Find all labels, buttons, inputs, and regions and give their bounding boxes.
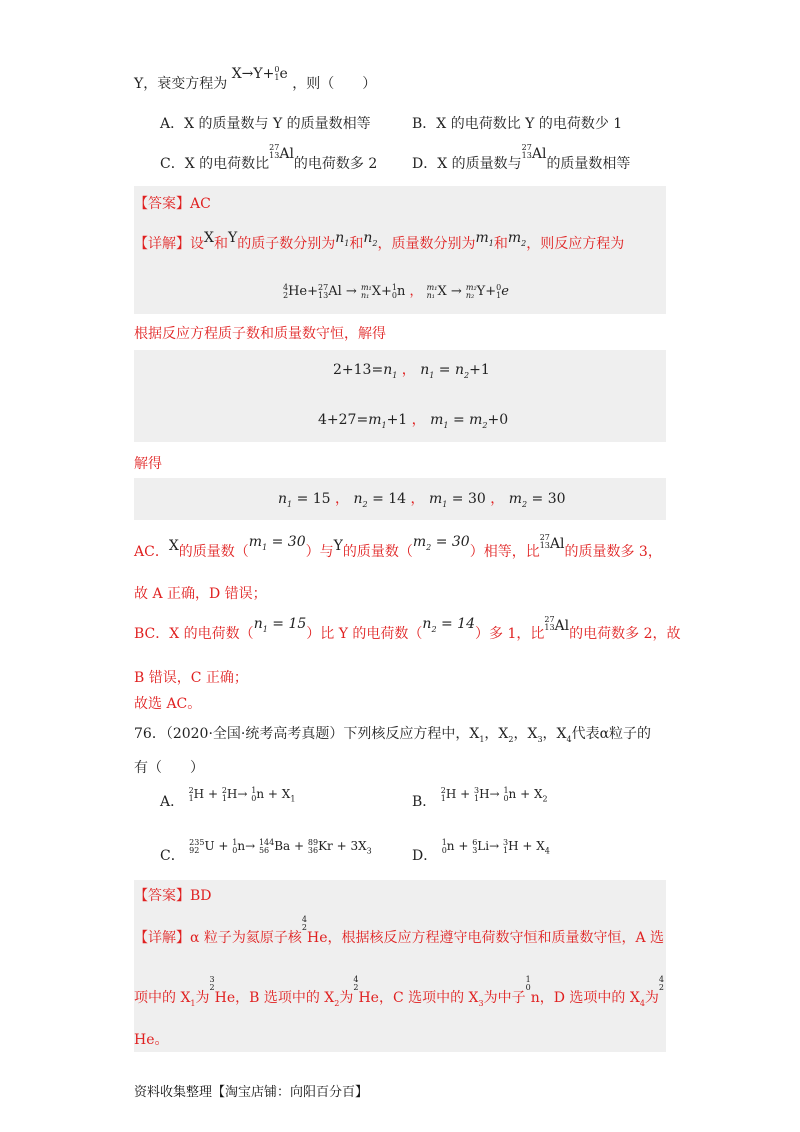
answer-75-line1: $2+13=n_1$ ， $n_1 = n_2+1$ [333, 362, 490, 380]
q76-option-c: C． 235 92 U + 1 0 n→ 144 56 Ba + 89 36 $Kr + 3X_3$ [160, 837, 372, 864]
answer-76-box [134, 880, 666, 1052]
q75-option-a: A．X 的质量数与 Y 的质量数相等 [160, 116, 371, 132]
q76-option-b: B． 2 1 H + 3 1 H→ 1 0 $n + X_2$ [412, 785, 548, 810]
q76-stem-line2: 有（ ） [134, 760, 204, 776]
q75-option-c: C．X 的电荷数比 27 13 Al的电荷数多 2 [160, 143, 378, 172]
answer-75-ac: AC．X的质量数$(m_1 = 30)$与Y的质量数$(m_2 = 30)$相等，比 27 13 Al的质量数多 3， [134, 533, 662, 560]
answer-75-final: 故选 AC。 [134, 696, 202, 712]
answer-75-bc: BC．X 的电荷数$(n_1 = 15)$比 Y 的电荷数$(n_2 = 14)$多 1，比 27 13 Al的电荷数多 2，故 [134, 615, 681, 642]
answer-75-ac-line2: 故 A 正确，D 错误； [134, 586, 267, 602]
answer-75-solve-label: 解得 [134, 456, 162, 472]
q76-stem: 76．（2020·全国·统考高考真题）下列核反应方程中，$X_1$，$X_2$，$X_3$，$X_4$代表α粒子的 [134, 726, 652, 744]
answer-75-detail: 【详解】设X和Y的质子数分别为$n_1$和$n_2$，质量数分别为$m_1$和$m_2$，则反应方程为 [134, 230, 625, 252]
answer-75-label: 【答案】AC [134, 196, 211, 212]
answer-76-label: 【答案】BD [134, 888, 212, 904]
answer-75-values: $n_1 = 15$ ， $n_2 = 14$ ， $m_1 = 30$ ， $m_2 = 30$ [278, 491, 566, 509]
answer-75-line2: $4+27=m_1+1$ ， $m_1 = m_2+0$ [318, 412, 509, 430]
q75-option-b: B．X 的电荷数比 Y 的电荷数少 1 [412, 116, 623, 132]
answer-76-line2: 项中的 $X_1$为 3 2 He，B 选项中的 $X_2$为 4 2 He，C 选项中的 $X_3$为中子 1 0 n，D 选项中的 $X_4$为 4 2 [134, 975, 665, 1008]
answer-75-bc-line2: B 错误，C 正确； [134, 670, 248, 686]
answer-75-conserve: 根据反应方程质子数和质量数守恒，解得 [134, 326, 386, 342]
answer-76-line3: He。 [134, 1032, 169, 1048]
q76-option-d: D． 1 0 n + 6 3 Li→ 3 1 $H + X_4$ [412, 837, 550, 864]
answer-75-equation: 4 2 He+ 27 13 Al → m₁ n₁ X+ 1 0 n ， m₁ n₁ X → m₂ n₂ Y+ 0 1 e [283, 282, 509, 300]
answer-76-line1: 【详解】α 粒子为氦原子核 4 2 He，根据核反应方程遵守电荷数守恒和质量数守恒，A 选 [134, 915, 665, 946]
q75-stem: Y，衰变方程为 X→Y+ 0 1 e ，则（ ） [134, 65, 377, 92]
q75-option-d: D．X 的质量数与 27 13 Al的质量数相等 [412, 143, 631, 172]
q76-option-a: A． 2 1 H + 2 1 H→ 1 0 $n + X_1$ [160, 785, 296, 810]
footer-text: 资料收集整理【淘宝店铺：向阳百分百】 [134, 1085, 369, 1100]
